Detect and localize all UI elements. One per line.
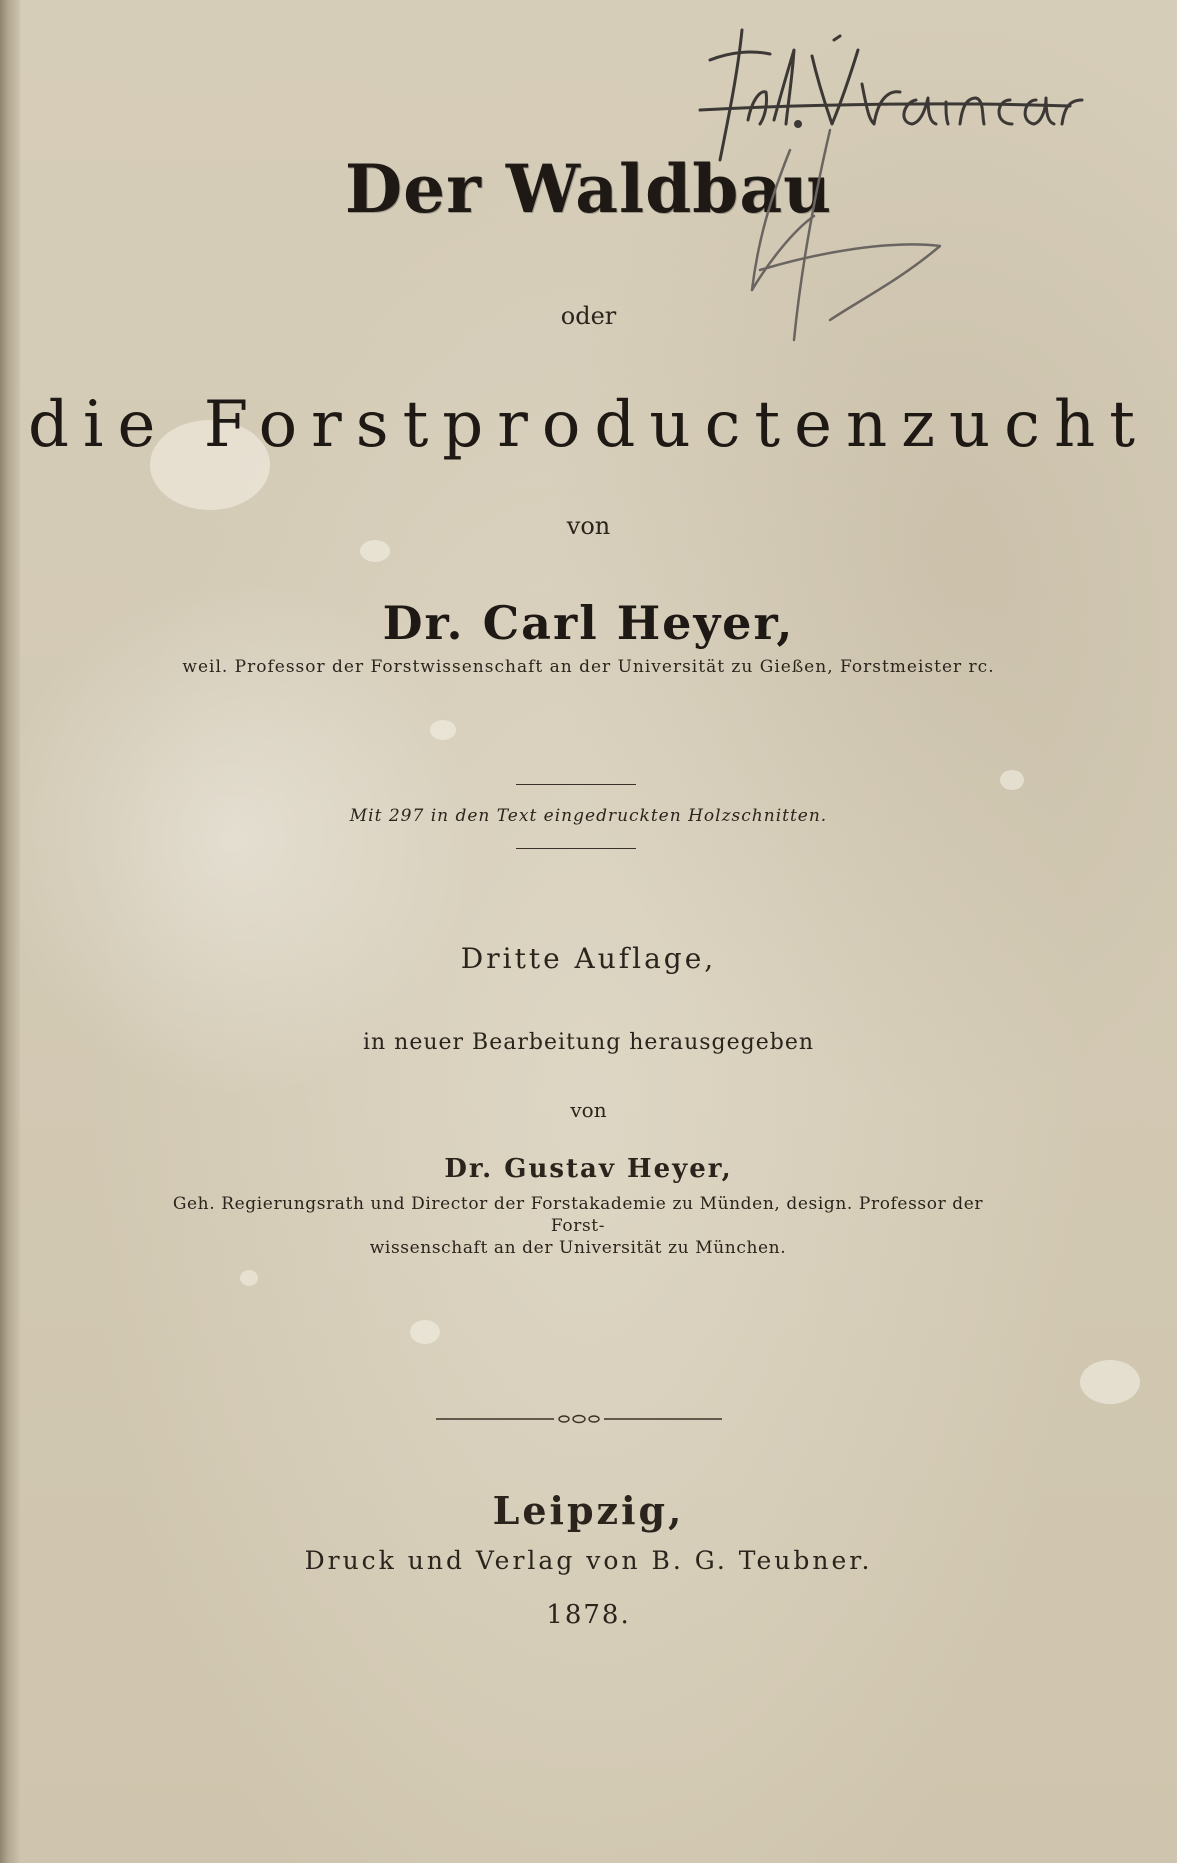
by-label: von	[566, 512, 611, 540]
edition-statement: Dritte Auflage,	[460, 942, 717, 975]
by-label-editor: von	[570, 1098, 607, 1122]
author-description: weil. Professor der Forstwissenschaft an der Universität zu Gießen, Forstmeister rc.	[182, 657, 995, 677]
editor-description	[148, 1193, 1008, 1259]
illustrations-note: Mit 297 in den Text eingedruckten Holzschnitten.	[349, 806, 828, 826]
book-spine-edge	[0, 0, 20, 1863]
editor-name: Dr. Gustav Heyer,	[444, 1154, 733, 1184]
handwritten-signature	[690, 20, 1090, 360]
imprint-publisher: Druck und Verlag von B. G. Teubner.	[304, 1546, 873, 1575]
divider-rule-bottom	[516, 848, 636, 849]
divider-rule-top	[516, 784, 636, 785]
editor-description-line-1: Geh. Regierungsrath und Director der Forstakademie zu Münden, design. Professor der Forst-	[172, 1194, 984, 1236]
imprint-city: Leipzig,	[492, 1488, 685, 1533]
editor-description-line-2: wissenschaft an der Universität zu München.	[369, 1238, 787, 1258]
book-subtitle: die Forstproductenzucht	[28, 388, 1149, 462]
ornament-divider	[436, 1411, 722, 1427]
imprint-year: 1878.	[546, 1600, 631, 1630]
editor-statement: in neuer Bearbeitung herausgegeben	[362, 1030, 815, 1055]
author-name: Dr. Carl Heyer,	[382, 596, 795, 650]
conjunction-oder: oder	[560, 302, 617, 330]
book-title: Der Waldbau	[344, 150, 833, 228]
